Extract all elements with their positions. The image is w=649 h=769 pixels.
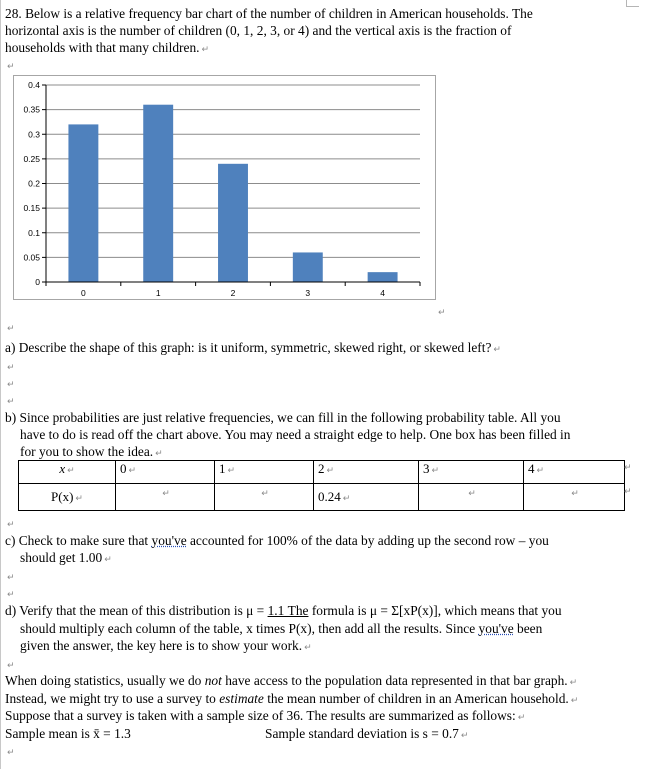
- x-tick-label: 3: [305, 288, 311, 298]
- survey-line-1: When doing statistics, usually we do not have access to the population data represented in that bar graph. ↵: [5, 673, 578, 688]
- x-tick-label: 0: [81, 288, 86, 298]
- empty-paragraph: [5, 584, 15, 604]
- page-corner-mark: [626, 0, 639, 7]
- paragraph-mark-icon: ↵: [7, 397, 15, 407]
- survey-sample-sd: Sample standard deviation is s = 0.7 ↵: [265, 726, 469, 741]
- question-d-line-1: d) Verify that the mean of this distribution is μ = 1.1 The formula is μ = Σ[xP(x)], which means that you: [5, 603, 562, 618]
- table-header-x: x ↵: [19, 461, 116, 484]
- table-row-px: [19, 484, 625, 511]
- paragraph-mark-icon: ↵: [570, 696, 579, 706]
- y-tick-label: 0.15: [23, 203, 40, 214]
- y-tick-label: 0.1: [28, 227, 40, 238]
- row-end-mark-icon: ↵: [624, 487, 632, 497]
- bar-4: [368, 272, 398, 282]
- paragraph-mark-icon: ↵: [7, 520, 15, 530]
- y-tick-label: 0: [35, 277, 40, 287]
- table-row-x: [19, 461, 625, 484]
- question-b-line-1: b) Since probabilities are just relative frequencies, we can fill in the following probability table. All you: [5, 410, 561, 425]
- paragraph-mark-icon: ↵: [7, 573, 15, 583]
- paragraph-mark-icon: ↵: [7, 62, 15, 72]
- paragraph-mark-icon: ↵: [104, 555, 112, 565]
- question-d-line-2: should multiply each column of the table, x times P(x), then add all the results. Since you've been: [20, 621, 543, 636]
- paragraph-mark-icon: ↵: [304, 643, 312, 653]
- paragraph-mark-icon: ↵: [7, 363, 15, 373]
- bar-0: [68, 124, 98, 282]
- empty-paragraph: [5, 514, 15, 534]
- paragraph-mark-icon: ↵: [569, 678, 578, 688]
- paragraph-mark-icon: ↵: [155, 449, 163, 459]
- table-cell-x1: 1 ↵: [215, 461, 314, 484]
- question-c-line-1: c) Check to make sure that you've accounted for 100% of the data by adding up the second row – you: [5, 533, 549, 548]
- x-tick-label: 1: [155, 288, 161, 298]
- paragraph-mark-icon: ↵: [438, 308, 446, 318]
- table-cell-x4: 4 ↵: [524, 461, 625, 484]
- problem-line-3: households with that many children. ↵: [5, 40, 210, 55]
- y-tick-label: 0.35: [23, 104, 40, 115]
- bar-2: [218, 164, 248, 282]
- bar-chart: [13, 75, 438, 301]
- paragraph-mark-icon: ↵: [7, 661, 15, 671]
- paragraph-mark-icon: ↵: [7, 380, 15, 390]
- question-d-line-3: given the answer, the key here is to show your work. ↵: [20, 638, 312, 653]
- paragraph-mark-icon: ↵: [7, 590, 15, 600]
- bar-3: [293, 252, 323, 282]
- question-b-line-3: for you to show the idea. ↵: [20, 444, 163, 459]
- table-cell-p4[interactable]: ↵: [524, 484, 625, 511]
- empty-paragraph: [5, 742, 15, 762]
- problem-line-1: 28. Below is a relative frequency bar chart of the number of children in American households. The: [5, 6, 533, 21]
- table-cell-x3: 3 ↵: [419, 461, 524, 484]
- paragraph-mark-icon: ↵: [517, 713, 526, 723]
- survey-sample-mean: Sample mean is x̄ = 1.3: [5, 726, 131, 741]
- table-header-px: P(x) ↵: [19, 484, 116, 511]
- empty-paragraph: [5, 391, 15, 411]
- table-cell-x0: 0 ↵: [116, 461, 215, 484]
- table-cell-p1[interactable]: ↵: [215, 484, 314, 511]
- paragraph-mark-icon: ↵: [460, 731, 469, 741]
- y-tick-label: 0.3: [28, 129, 40, 140]
- chart-paragraph-mark: [436, 302, 446, 322]
- table-cell-p3[interactable]: ↵: [419, 484, 524, 511]
- paragraph-mark-icon: ↵: [7, 324, 15, 334]
- table-cell-p2[interactable]: 0.24 ↵: [314, 484, 419, 511]
- paragraph-mark-icon: ↵: [7, 748, 15, 758]
- row-end-mark-icon: ↵: [624, 463, 632, 473]
- page-edge: [0, 0, 1, 769]
- table-cell-p0[interactable]: ↵: [116, 484, 215, 511]
- question-a: a) Describe the shape of this graph: is it uniform, symmetric, skewed right, or skewed left? ↵: [5, 340, 501, 355]
- y-tick-label: 0.2: [28, 178, 40, 189]
- paragraph-mark-icon: ↵: [493, 345, 501, 355]
- x-tick-label: 2: [230, 288, 236, 298]
- probability-table: [18, 460, 625, 511]
- survey-line-2: Instead, we might try to use a survey to estimate the mean number of children in an American household. ↵: [5, 691, 579, 706]
- y-tick-label: 0.4: [28, 80, 40, 90]
- survey-line-3: Suppose that a survey is taken with a sample size of 36. The results are summarized as follows: ↵: [5, 708, 526, 723]
- x-tick-label: 4: [380, 288, 385, 298]
- empty-paragraph: [5, 56, 15, 76]
- y-tick-label: 0.25: [23, 153, 40, 164]
- table-cell-x2: 2 ↵: [314, 461, 419, 484]
- question-c-line-2: should get 1.00 ↵: [20, 550, 112, 565]
- question-b-line-2: have to do is read off the chart above. You may need a straight edge to help. One box has been filled in: [20, 427, 571, 442]
- paragraph-mark-icon: ↵: [201, 45, 210, 55]
- bar-1: [143, 105, 173, 282]
- y-tick-label: 0.05: [23, 252, 40, 263]
- problem-line-2: horizontal axis is the number of children (0, 1, 2, 3, or 4) and the vertical axis is the fraction of: [5, 23, 512, 38]
- empty-paragraph: [5, 318, 15, 338]
